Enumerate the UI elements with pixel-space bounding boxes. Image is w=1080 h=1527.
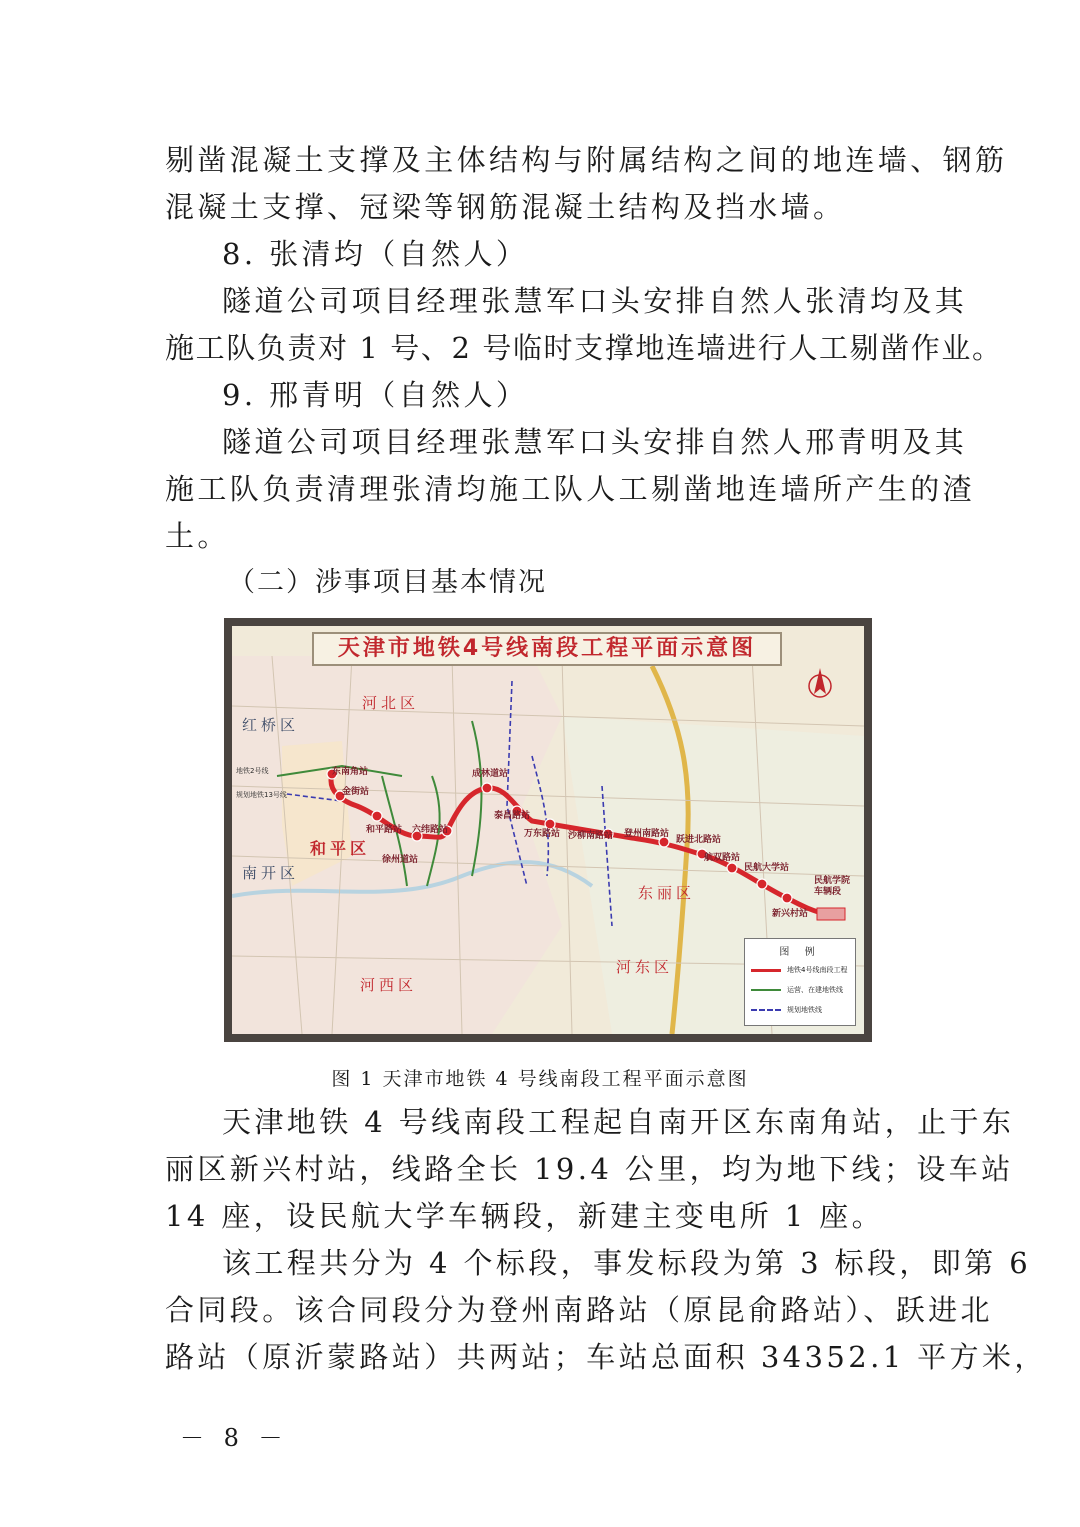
- station-label: 泰昌路站: [494, 811, 531, 821]
- station-marker: [482, 783, 492, 793]
- line2-label: 地铁2号线: [236, 767, 269, 775]
- list-item-heading: 9. 邢青明（自然人）: [222, 378, 529, 412]
- body-line: 隧道公司项目经理张慧军口头安排自然人张清均及其: [222, 284, 968, 318]
- body-line: 施工队负责清理张清均施工队人工剔凿地连墙所产生的渣: [165, 472, 976, 506]
- station-label: 和平路站: [366, 825, 403, 835]
- station-label: 跃进北路站: [676, 835, 722, 845]
- station-marker: [372, 811, 382, 821]
- page-number: － 8 －: [180, 1424, 289, 1452]
- district-hexi: 河西区: [360, 976, 418, 994]
- metro-map-figure: [224, 618, 872, 1042]
- station-label: 六纬路站: [412, 825, 449, 835]
- district-hongqiao: 红桥区: [242, 716, 300, 734]
- station-label: 成林道站: [472, 769, 509, 779]
- legend-title: 图 例: [779, 947, 821, 958]
- legend-label: 运营、在建地铁线: [787, 986, 843, 994]
- body-line: 天津地铁 4 号线南段工程起自南开区东南角站，止于东: [222, 1105, 1015, 1139]
- district-hebei: 河北区: [362, 694, 420, 712]
- depot-label: 民航学院车辆段: [814, 876, 851, 897]
- station-label: 沙柳南路站: [568, 831, 614, 841]
- body-line: 剔凿混凝土支撑及主体结构与附属结构之间的地连墙、钢筋: [165, 143, 1008, 177]
- body-line: 隧道公司项目经理张慧军口头安排自然人邢青明及其: [222, 425, 968, 459]
- district-heping: 和平区: [310, 839, 371, 858]
- station-label: 新兴村站: [772, 909, 809, 919]
- body-line: 合同段。该合同段分为登州南路站（原昆俞路站）、跃进北: [165, 1293, 993, 1327]
- section-heading: （二）涉事项目基本情况: [228, 567, 547, 598]
- body-line: 该工程共分为 4 个标段，事发标段为第 3 标段，即第 6: [222, 1246, 1032, 1280]
- station-label: 万东路站: [524, 829, 561, 839]
- map-title: 天津市地铁4号线南段工程平面示意图: [312, 632, 782, 666]
- line13-label: 规划地铁13号线: [236, 791, 287, 799]
- station-label: 民航大学站: [744, 863, 790, 873]
- list-item-heading: 8. 张清均（自然人）: [222, 237, 529, 271]
- station-marker: [727, 863, 737, 873]
- district-hedong: 河东区: [616, 958, 674, 976]
- legend-label: 规划地铁线: [787, 1006, 822, 1014]
- legend-item: [751, 1003, 851, 1017]
- legend-item: [751, 983, 851, 997]
- map-legend: [744, 938, 856, 1026]
- legend-item: [751, 963, 851, 977]
- station-label: 登州南路站: [624, 829, 670, 839]
- district-dongli: 东丽区: [638, 884, 696, 902]
- body-line: 14 座，设民航大学车辆段，新建主变电所 1 座。: [165, 1199, 885, 1233]
- body-line: 丽区新兴村站，线路全长 19.4 公里，均为地下线；设车站: [165, 1152, 1014, 1186]
- body-line: 混凝土支撑、冠梁等钢筋混凝土结构及挡水墙。: [165, 190, 846, 224]
- body-line: 施工队负责对 1 号、2 号临时支撑地连墙进行人工剔凿作业。: [165, 331, 1003, 365]
- figure-caption: 图 1 天津市地铁 4 号线南段工程平面示意图: [331, 1068, 749, 1090]
- station-marker: [757, 879, 767, 889]
- legend-label: 地铁4号线南段工程: [787, 966, 848, 974]
- district-nankai: 南开区: [242, 864, 300, 882]
- station-marker: [782, 893, 792, 903]
- body-line: 路站（原沂蒙路站）共两站；车站总面积 34352.1 平方米，: [165, 1340, 1047, 1374]
- station-label: 航双路站: [704, 853, 741, 863]
- body-line: 土。: [165, 519, 230, 553]
- station-label: 东南角站: [332, 767, 369, 777]
- station-label: 徐州道站: [382, 855, 419, 865]
- station-label: 金街站: [342, 787, 370, 797]
